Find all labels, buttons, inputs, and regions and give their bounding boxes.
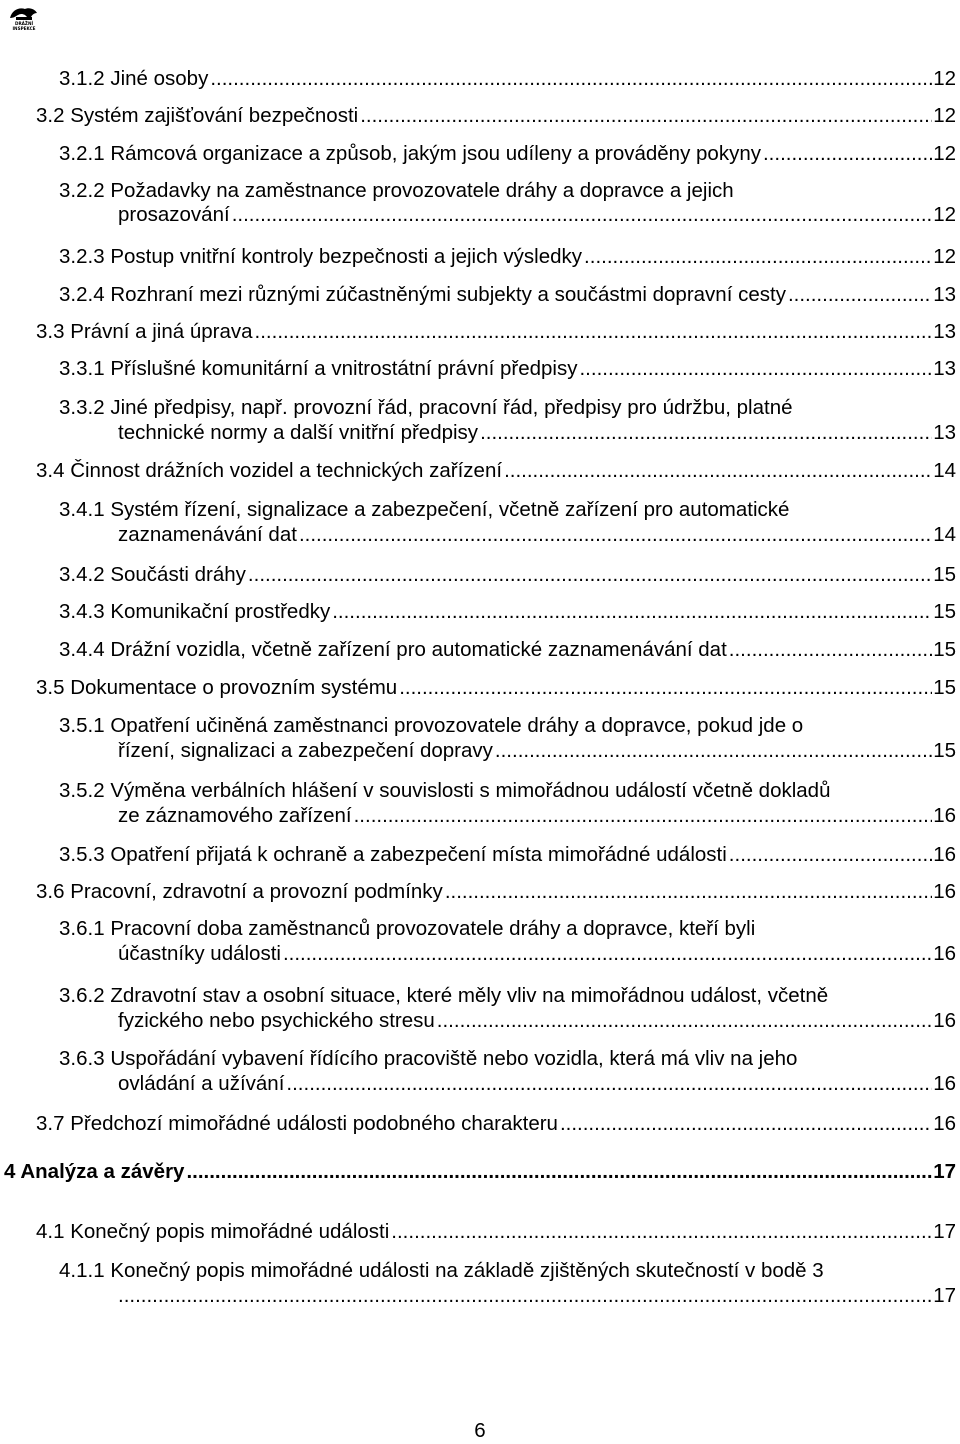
- toc-entry-title: Rámcová organizace a způsob, jakým jsou udíleny a prováděny pokyny: [110, 142, 761, 165]
- toc-entry-number: 3.6.2: [59, 984, 105, 1007]
- toc-entry-title-continued: účastníky události: [118, 942, 281, 965]
- toc-leader-dots: [504, 459, 932, 482]
- toc-entry-page: 14: [933, 523, 956, 546]
- toc-entry-title: Drážní vozidla, včetně zařízení pro automatické zaznamenávání dat: [110, 638, 727, 661]
- toc-leader-dots: [480, 421, 932, 444]
- toc-entry-title: Dokumentace o provozním systému: [70, 676, 398, 699]
- toc-entry-title: Rozhraní mezi různými zúčastněnými subjekty a součástmi dopravní cesty: [110, 283, 786, 306]
- toc-leader-dots: [232, 203, 933, 226]
- toc-entry-title: Systém řízení, signalizace a zabezpečení, včetně zařízení pro automatické: [110, 498, 790, 521]
- toc-entry-title: Právní a jiná úprava: [70, 320, 253, 343]
- toc-entry-title: Předchozí mimořádné události podobného charakteru: [70, 1112, 558, 1135]
- toc-entry-number: 3.5.2: [59, 779, 105, 802]
- svg-text:INSPEKCE: INSPEKCE: [12, 26, 36, 31]
- page-number: 6: [474, 1419, 486, 1442]
- toc-entry-page: 16: [933, 880, 956, 903]
- toc-entry-title-continued: technické normy a další vnitřní předpisy: [118, 421, 479, 444]
- toc-entry-title: Opatření přijatá k ochraně a zabezpečení místa mimořádné události: [110, 843, 727, 866]
- toc-entry-page: 16: [933, 843, 956, 866]
- toc-leader-dots: [255, 320, 933, 343]
- toc-leader-dots: [560, 1112, 932, 1135]
- toc-entry-title: Pracovní, zdravotní a provozní podmínky: [70, 880, 443, 903]
- toc-entry-page: 17: [933, 1220, 956, 1243]
- toc-entry-title: Konečný popis mimořádné události: [70, 1220, 390, 1243]
- toc-entry-number: 3.6.1: [59, 917, 105, 940]
- toc-entry-page: 12: [933, 104, 956, 127]
- toc-leader-dots: [286, 1072, 932, 1095]
- toc-entry-number: 3.2.1: [59, 142, 105, 165]
- toc-leader-dots: [299, 523, 932, 546]
- toc-leader-dots: [399, 676, 932, 699]
- toc-entry-page: 16: [933, 1072, 956, 1095]
- toc-leader-dots: [186, 1160, 932, 1183]
- toc-entry-page: 14: [933, 459, 956, 482]
- toc-leader-dots: [248, 563, 932, 586]
- toc-leader-dots: [283, 942, 932, 965]
- toc-entry-number: 3.6.3: [59, 1047, 105, 1070]
- toc-entry-number: 3.5.1: [59, 714, 105, 737]
- toc-entry-page: 12: [933, 245, 956, 268]
- toc-entry-number: 3.4: [36, 459, 65, 482]
- toc-entry-title: Požadavky na zaměstnance provozovatele dráhy a dopravce a jejich: [110, 179, 734, 202]
- toc-entry-number: 3.3.2: [59, 396, 105, 419]
- toc-entry-page: 15: [933, 638, 956, 661]
- toc-entry-title-continued: prosazování: [118, 203, 230, 226]
- toc-entry-page: 16: [933, 1112, 956, 1135]
- toc-entry-title: Jiné osoby: [110, 67, 209, 90]
- toc-entry-title: Příslušné komunitární a vnitrostátní právní předpisy: [110, 357, 578, 380]
- toc-leader-dots: [354, 804, 933, 827]
- toc-entry-page: 15: [933, 563, 956, 586]
- toc-entry-number: 4.1: [36, 1220, 65, 1243]
- toc-leader-dots: [729, 843, 932, 866]
- toc-entry-number: 3.3.1: [59, 357, 105, 380]
- toc-entry-page: 17: [933, 1284, 956, 1307]
- toc-entry-page: 13: [933, 283, 956, 306]
- toc-entry-title-continued: ze záznamového zařízení: [118, 804, 352, 827]
- toc-leader-dots: [495, 739, 932, 762]
- toc-entry-number: 3.5: [36, 676, 65, 699]
- toc-entry-page: 15: [933, 676, 956, 699]
- toc-leader-dots: [763, 142, 932, 165]
- toc-leader-dots: [360, 104, 932, 127]
- toc-entry-page: 15: [933, 739, 956, 762]
- toc-entry-page: 12: [933, 67, 956, 90]
- toc-entry-page: 16: [933, 804, 956, 827]
- toc-entry-page: 15: [933, 600, 956, 623]
- toc-entry-number: 3.4.3: [59, 600, 105, 623]
- toc-leader-dots: [391, 1220, 932, 1243]
- toc-leader-dots: [579, 357, 932, 380]
- toc-entry-page: 13: [933, 421, 956, 444]
- toc-entry-page: 17: [933, 1160, 956, 1183]
- toc-entry-number: 3.4.4: [59, 638, 105, 661]
- toc-entry-title: Uspořádání vybavení řídícího pracoviště nebo vozidla, která má vliv na jeho: [110, 1047, 798, 1070]
- toc-entry-title: Součásti dráhy: [110, 563, 246, 586]
- toc-entry-page: 13: [933, 357, 956, 380]
- toc-entry-title: Jiné předpisy, např. provozní řád, pracovní řád, předpisy pro údržbu, platné: [110, 396, 793, 419]
- toc-entry-number: 3.4.2: [59, 563, 105, 586]
- toc-entry-page: 16: [933, 1009, 956, 1032]
- toc-entry-title: Zdravotní stav a osobní situace, které měly vliv na mimořádnou událost, včetně: [110, 984, 829, 1007]
- svg-text:DRÁŽNÍ: DRÁŽNÍ: [14, 21, 34, 26]
- toc-entry-number: 4.1.1: [59, 1259, 105, 1282]
- toc-entry-title-continued: zaznamenávání dat: [118, 523, 297, 546]
- toc-entry-number: 3.4.1: [59, 498, 105, 521]
- toc-entry-number: 3.3: [36, 320, 65, 343]
- toc-entry-number: 3.2.3: [59, 245, 105, 268]
- toc-entry-number: 3.1.2: [59, 67, 105, 90]
- toc-entry-title: Analýza a závěry: [20, 1160, 185, 1183]
- toc-entry-number: 3.5.3: [59, 843, 105, 866]
- toc-leader-dots: [788, 283, 932, 306]
- toc-entry-number: 4: [4, 1160, 16, 1183]
- drazni-inspekce-logo: [7, 4, 41, 32]
- toc-entry-title: Komunikační prostředky: [110, 600, 331, 623]
- toc-entry-title: Výměna verbálních hlášení v souvislosti s mimořádnou událostí včetně dokladů: [110, 779, 831, 802]
- toc-entry-title-continued: řízení, signalizaci a zabezpečení dopravy: [118, 739, 493, 762]
- toc-entry-page: 13: [933, 320, 956, 343]
- toc-entry-number: 3.7: [36, 1112, 65, 1135]
- toc-leader-dots: [118, 1284, 932, 1307]
- toc-entry-number: 3.6: [36, 880, 65, 903]
- toc-entry-title: Opatření učiněná zaměstnanci provozovatele dráhy a dopravce, pokud jde o: [110, 714, 804, 737]
- toc-entry-title: Systém zajišťování bezpečnosti: [70, 104, 359, 127]
- toc-leader-dots: [445, 880, 932, 903]
- toc-entry-title: Konečný popis mimořádné události na základě zjištěných skutečností v bodě 3: [110, 1259, 824, 1282]
- toc-entry-title: Pracovní doba zaměstnanců provozovatele dráhy a dopravce, kteří byli: [110, 917, 756, 940]
- toc-leader-dots: [210, 67, 932, 90]
- toc-leader-dots: [332, 600, 932, 623]
- toc-entry-title: Postup vnitřní kontroly bezpečnosti a jejich výsledky: [110, 245, 583, 268]
- toc-entry-page: 16: [933, 942, 956, 965]
- toc-entry-title: Činnost drážních vozidel a technických zařízení: [70, 459, 503, 482]
- toc-leader-dots: [437, 1009, 932, 1032]
- toc-entry-page: 12: [933, 142, 956, 165]
- toc-entry-number: 3.2: [36, 104, 65, 127]
- toc-leader-dots: [584, 245, 932, 268]
- toc-entry-title-continued: fyzického nebo psychického stresu: [118, 1009, 435, 1032]
- toc-entry-page: 12: [933, 203, 956, 226]
- toc-leader-dots: [729, 638, 932, 661]
- toc-entry-number: 3.2.2: [59, 179, 105, 202]
- toc-entry-number: 3.2.4: [59, 283, 105, 306]
- toc-entry-title-continued: ovládání a užívání: [118, 1072, 285, 1095]
